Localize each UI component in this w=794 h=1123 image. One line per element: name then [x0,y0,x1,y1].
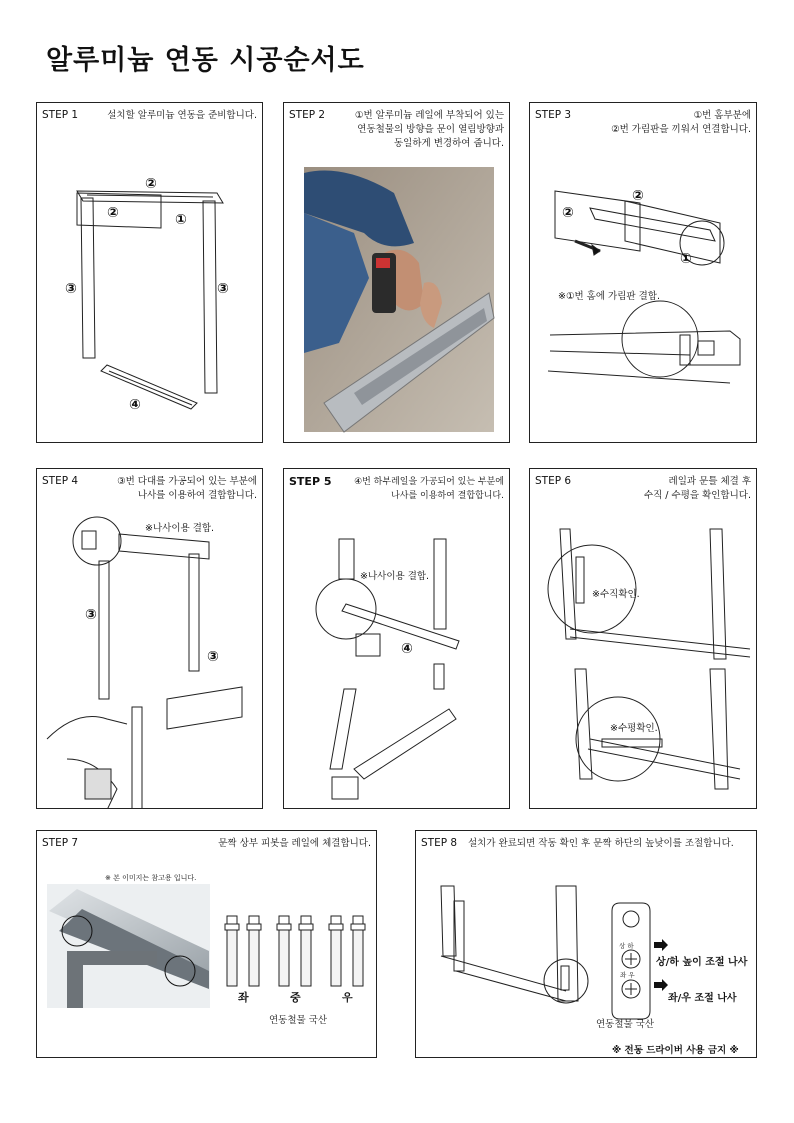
step-description: 설치가 완료되면 작동 확인 후 문짝 하단의 높낮이를 조절합니다. [468,838,734,849]
step-3-panel [529,102,757,443]
step-7-reference-note: ※ 본 이미지는 참고용 입니다. [105,874,197,882]
arrow-right-icon [654,979,668,991]
step-3-groove-note: ※①번 홈에 가림판 결합. [558,291,660,302]
step-label: STEP 8 [421,837,458,849]
step-2-panel [283,102,510,443]
step-5-panel [283,468,510,809]
marker-two: ② [145,176,157,192]
step-label: STEP 1 [42,109,79,121]
pivot-center-label: 중 [290,991,301,1004]
step-3-illustration [530,103,757,443]
step-5-illustration [284,469,510,809]
marker-two: ② [562,205,574,221]
step-label: STEP 7 [42,837,79,849]
lr-small-label: 좌 우 [620,971,635,979]
step-4-panel [36,468,263,809]
pivot-pair-right [329,916,365,986]
updown-small-label: 상 하 [619,942,634,950]
arrow-right-icon [654,939,668,951]
marker-four: ④ [129,397,141,413]
pivot-right-label: 우 [342,991,353,1004]
pivot-pair-center [277,916,313,986]
step-8-panel [415,830,757,1058]
step-7-hardware-note: 연동철물 국산 [269,1015,328,1026]
step-label: STEP 2 [289,109,326,121]
marker-three: ③ [85,607,97,623]
marker-three: ③ [65,281,77,297]
step-label: STEP 5 [289,475,332,488]
page-title: 알루미늄 연동 시공순서도 [46,45,365,76]
power-driver-warning: ※ 전동 드라이버 사용 금지 ※ [612,1045,739,1056]
step-label: STEP 6 [535,475,572,487]
marker-three: ③ [217,281,229,297]
marker-one: ① [680,251,692,267]
marker-three: ③ [207,649,219,665]
step-6-illustration [530,469,757,809]
step-description: ①번 알루미늄 레일에 부착되어 있는 연동철물의 방향을 문이 열림방향과 동일하게 변경하여 줍니다. [354,110,504,149]
updown-adjust-label: 상/하 높이 조절 나사 [656,957,748,968]
step-description: ④번 하부레일을 가공되어 있는 부분에 나사를 이용하여 결합합니다. [354,477,504,501]
step-6-panel [529,468,757,809]
marker-two: ② [107,205,119,221]
pivot-pair-left [225,916,261,986]
step-2-photo [284,103,510,443]
step-1-illustration [37,103,263,443]
lr-adjust-label: 좌/우 조절 나사 [668,993,737,1004]
marker-four: ④ [401,641,413,657]
step-1-panel [36,102,263,443]
step-6-horizontal-note: ※수평확인. [610,723,658,734]
step-8-illustration [416,831,757,1058]
step-5-screw-note: ※나사이용 결합. [360,571,430,582]
step-description: 설치할 알루미늄 연동을 준비합니다. [107,110,257,121]
step-4-screw-note: ※나사이용 결합. [145,523,215,534]
pivot-hardware-illustration [37,831,377,1058]
step-7-panel [36,830,377,1058]
pivot-left-label: 좌 [238,991,249,1004]
step-8-hardware-note: 연동철물 국산 [596,1019,655,1030]
marker-one: ① [175,212,187,228]
step-description: 문짝 상부 피봇을 레일에 체결합니다. [218,838,371,849]
step-description: ③번 다대를 가공되어 있는 부분에 나사를 이용하여 결합합니다. [117,476,257,501]
step-description: ①번 홈부분에 ②번 가림판을 끼워서 연결합니다. [611,110,751,135]
step-label: STEP 3 [535,109,572,121]
step-6-vertical-note: ※수직확인. [592,589,640,600]
marker-two: ② [632,188,644,204]
step-description: 레일과 문틀 체결 후 수직 / 수평을 확인합니다. [643,476,751,501]
step-4-illustration [37,469,263,809]
step-label: STEP 4 [42,475,79,487]
